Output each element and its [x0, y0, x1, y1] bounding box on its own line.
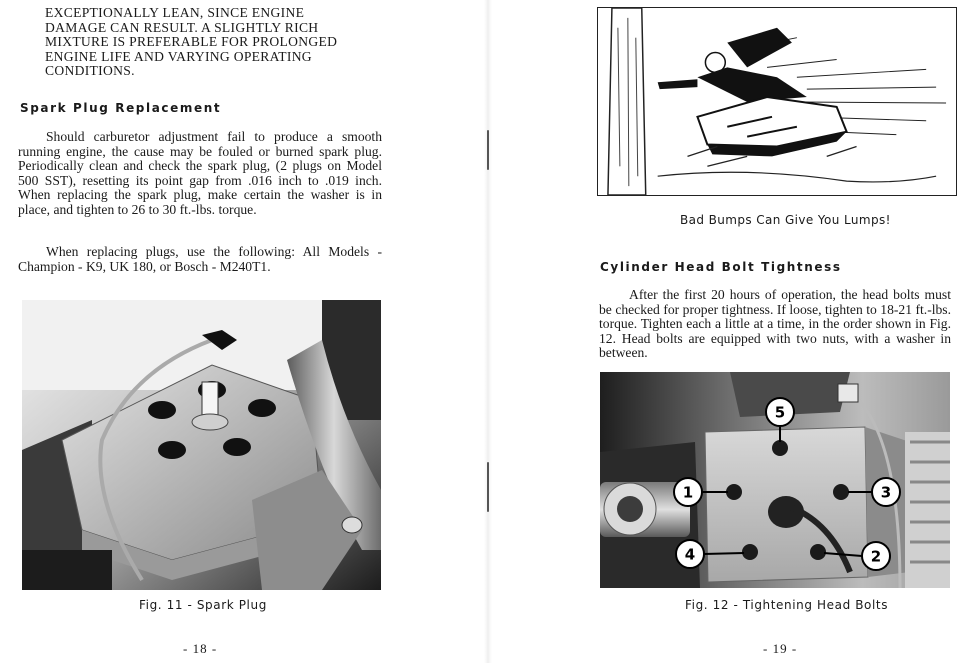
page-number: - 18 - — [183, 641, 218, 656]
bolt-callout-3 — [872, 478, 900, 506]
callout-number: 4 — [684, 545, 696, 564]
spark-plug-paragraph: Should carburetor adjustment fail to produce a smooth running engine, the cause may be fouled or burned spark plug. Periodically clean and check the spark plug, (2 plugs on Model 500 SST), resetting its point gap from .016 inch to .019 inch. When replacing the spark plug, make certain the washer is in place, and tighten to 26 to 30 ft.-lbs. torque. — [18, 129, 382, 217]
callout-number: 5 — [774, 403, 786, 422]
figure-caption: Fig. 12 - Tightening Head Bolts — [685, 598, 889, 612]
left-page — [0, 0, 487, 663]
callout-number: 3 — [880, 483, 892, 502]
figure-caption: Fig. 11 - Spark Plug — [139, 598, 267, 612]
warning-text — [45, 6, 355, 79]
callout-number: 2 — [870, 547, 882, 566]
warning-line: EXCEPTIONALLY LEAN, SINCE ENGINE — [45, 5, 305, 20]
section-heading-cylinder-head: Cylinder Head Bolt Tightness — [600, 260, 842, 274]
warning-line: ENGINE LIFE AND VARYING OPERATING — [45, 48, 312, 64]
spark-plug-photo — [22, 300, 381, 590]
warning-line: DAMAGE CAN RESULT. A SLIGHTLY RICH — [45, 19, 319, 35]
bolt-callout-2 — [862, 542, 890, 570]
bolt-callout-1 — [674, 478, 702, 506]
right-page — [487, 0, 975, 663]
warning-line: CONDITIONS. — [45, 63, 135, 79]
page-number: - 19 - — [763, 641, 798, 656]
bolt-callout-5 — [766, 398, 794, 426]
bolt-callout-4 — [676, 540, 704, 568]
cartoon-caption: Bad Bumps Can Give You Lumps! — [680, 213, 891, 227]
snowmobile-cartoon — [597, 7, 957, 196]
section-heading-spark-plug: Spark Plug Replacement — [20, 101, 222, 115]
warning-line: MIXTURE IS PREFERABLE FOR PROLONGED — [45, 34, 338, 50]
head-bolt-paragraph: After the first 20 hours of operation, the head bolts must be checked for proper tightness. If loose, tighten to 18-21 ft.-lbs. torque. Tighten each a little at a time, in the order shown in Fig. 12. Head bolts are equipped with two nuts, with a washer in between. — [599, 287, 951, 361]
callout-number: 1 — [682, 483, 694, 502]
plug-types-paragraph: When replacing plugs, use the following: All Models - Champion - K9, UK 180, or Bosch - M240T1. — [18, 244, 382, 274]
head-bolts-photo — [600, 372, 950, 588]
